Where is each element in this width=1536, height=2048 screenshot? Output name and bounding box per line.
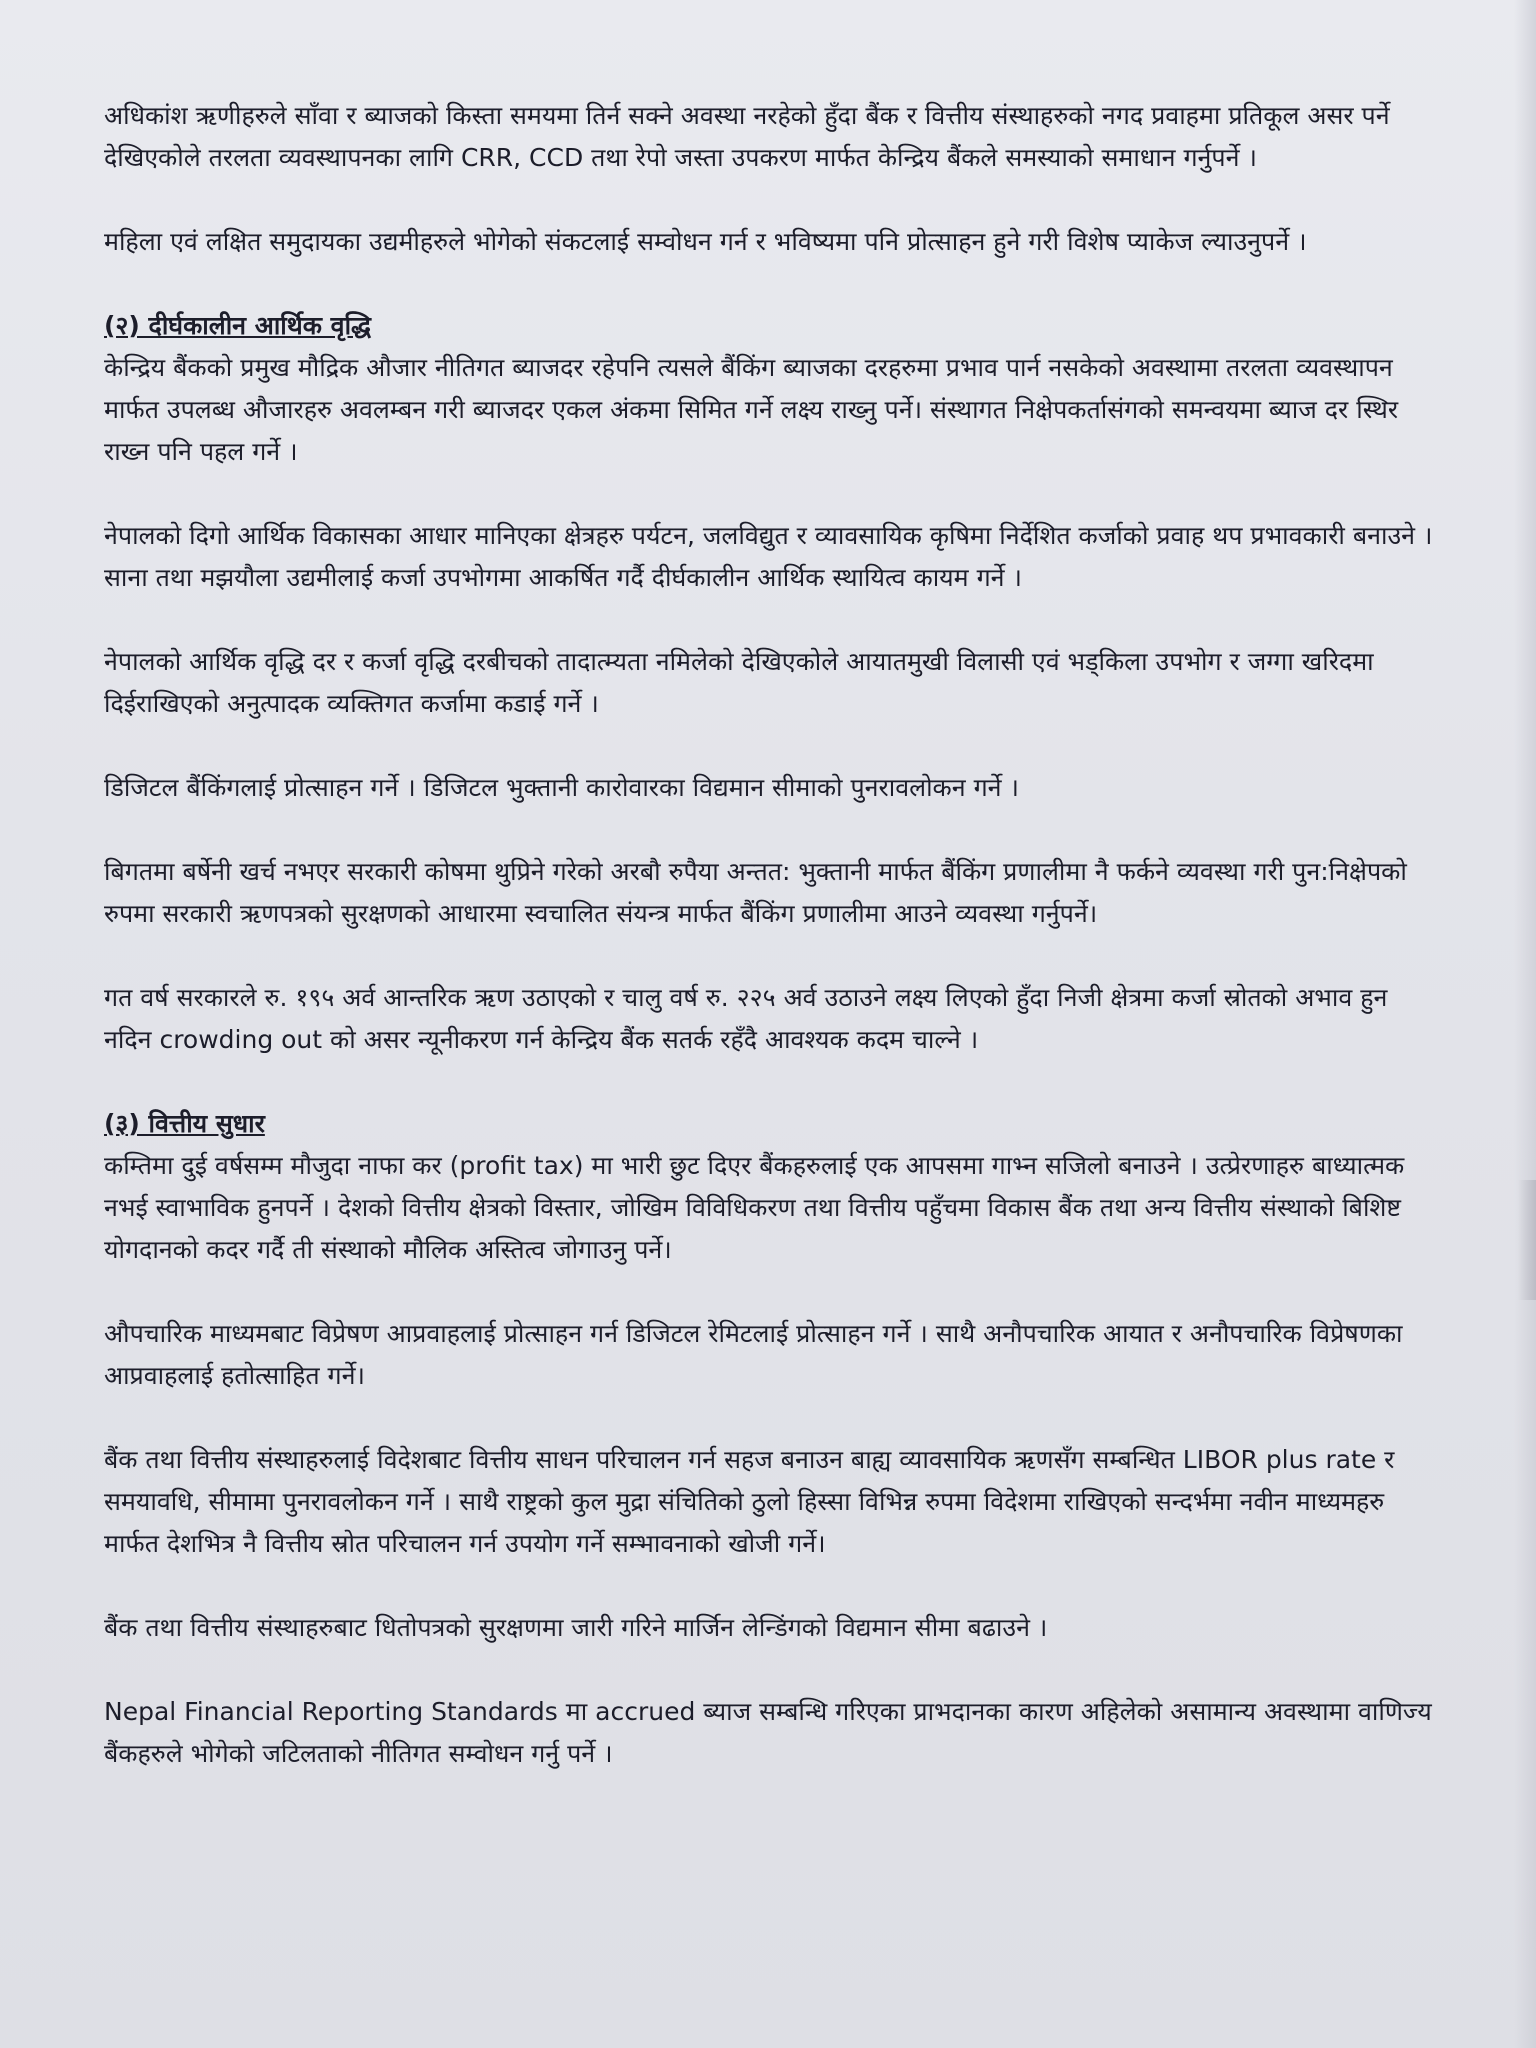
paragraph-sector-credit: नेपालको दिगो आर्थिक विकासका आधार मानिएका क्षेत्रहरु पर्यटन, जलविद्युत र व्यावसायिक कृषिमा निर्देशित कर्जाको प्रवाह थप प्रभावकारी बनाउने । साना तथा मझयौला उद्यमीलाई कर्जा उपभोगमा आकर्षित गर्दै दीर्घकालीन आर्थिक स्थायित्व कायम गर्ने ।	[104, 521, 1433, 592]
page-stack-shadow	[1518, 1180, 1536, 1300]
paragraph-credit-growth: नेपालको आर्थिक वृद्धि दर र कर्जा वृद्धि दरबीचको तादात्म्यता नमिलेको देखिएकोले आयातमुखी विलासी एवं भड्किला उपभोग र जग्गा खरिदमा दिईराखिएको अनुत्पादक व्यक्तिगत कर्जामा कडाई गर्ने ।	[104, 647, 1374, 718]
section-heading-financial-reform: (३) वित्तीय सुधार	[104, 1109, 265, 1138]
document-body	[104, 95, 1434, 1817]
paragraph-margin-lending: बैंक तथा वित्तीय संस्थाहरुबाट धितोपत्रको सुरक्षणमा जारी गरिने मार्जिन लेन्डिंगको विद्यमान सीमा बढाउने ।	[104, 1613, 1048, 1642]
paragraph-digital-banking: डिजिटल बैंकिंगलाई प्रोत्साहन गर्ने । डिजिटल भुक्तानी कारोवारका विद्यमान सीमाको पुनरावलोकन गर्ने ।	[104, 773, 1019, 802]
paragraph-crowding-out: गत वर्ष सरकारले रु. १९५ अर्व आन्तरिक ऋण उठाएको र चालु वर्ष रु. २२५ अर्व उठाउने लक्ष्य लिएको हुँदा निजी क्षेत्रमा कर्जा स्रोतको अभाव हुन नदिन crowding out को असर न्यूनीकरण गर्न केन्द्रिय बैंक सतर्क रहँदै आवश्यक कदम चाल्ने ।	[104, 983, 1388, 1054]
paragraph-women-entrepreneurs: महिला एवं लक्षित समुदायका उद्यमीहरुले भोगेको संकटलाई सम्वोधन गर्न र भविष्यमा पनि प्रोत्साहन हुने गरी विशेष प्याकेज ल्याउनुपर्ने ।	[104, 227, 1307, 256]
paragraph-interest-rate: केन्द्रिय बैंकको प्रमुख मौद्रिक औजार नीतिगत ब्याजदर रहेपनि त्यसले बैंकिंग ब्याजका दरहरुमा प्रभाव पार्न नसकेको अवस्थामा तरलता व्यवस्थापन मार्फत उपलब्ध औजारहरु अवलम्बन गरी ब्याजदर एकल अंकमा सिमित गर्ने लक्ष्य राख्नु पर्ने। संस्थागत निक्षेपकर्तासंगको समन्वयमा ब्याज दर स्थिर राख्न पनि पहल गर्ने ।	[104, 353, 1399, 466]
paragraph-remittance: औपचारिक माध्यमबाट विप्रेषण आप्रवाहलाई प्रोत्साहन गर्न डिजिटल रेमिटलाई प्रोत्साहन गर्ने । साथै अनौपचारिक आयात र अनौपचारिक विप्रेषणका आप्रवाहलाई हतोत्साहित गर्ने।	[104, 1319, 1403, 1390]
paragraph-government-funds: बिगतमा बर्षेनी खर्च नभएर सरकारी कोषमा थुप्रिने गरेको अरबौ रुपैया अन्तत: भुक्तानी मार्फत बैंकिंग प्रणालीमा नै फर्कने व्यवस्था गरी पुन:निक्षेपको रुपमा सरकारी ऋणपत्रको सुरक्षणको आधारमा स्वचालित संयन्त्र मार्फत बैंकिंग प्रणालीमा आउने व्यवस्था गर्नुपर्ने।	[104, 857, 1407, 928]
paragraph-nfrs: Nepal Financial Reporting Standards मा accrued ब्याज सम्बन्धि गरिएका प्राभदानका कारण अहिलेको असामान्य अवस्थामा वाणिज्य बैंकहरुले भोगेको जटिलताको नीतिगत सम्वोधन गर्नु पर्ने ।	[104, 1697, 1432, 1768]
paragraph-foreign-funds: बैंक तथा वित्तीय संस्थाहरुलाई विदेशबाट वित्तीय साधन परिचालन गर्न सहज बनाउन बाह्य व्यावसायिक ऋणसँग सम्बन्धित LIBOR plus rate र समयावधि, सीमामा पुनरावलोकन गर्ने । साथै राष्ट्रको कुल मुद्रा संचितिको ठुलो हिस्सा विभिन्न रुपमा विदेशमा राखिएको सन्दर्भमा नवीन माध्यमहरु मार्फत देशभित्र नै वित्तीय स्रोत परिचालन गर्न उपयोग गर्ने सम्भावनाको खोजी गर्ने।	[104, 1445, 1395, 1558]
page-edge	[1514, 0, 1536, 2048]
paragraph-liquidity: अधिकांश ऋणीहरुले साँवा र ब्याजको किस्ता समयमा तिर्न सक्ने अवस्था नरहेको हुँदा बैंक र वित्तीय संस्थाहरुको नगद प्रवाहमा प्रतिकूल असर पर्ने देखिएकोले तरलता व्यवस्थापनका लागि CRR, CCD तथा रेपो जस्ता उपकरण मार्फत केन्द्रिय बैंकले समस्याको समाधान गर्नुपर्ने ।	[104, 101, 1390, 172]
paragraph-merger-incentive: कम्तिमा दुई वर्षसम्म मौजुदा नाफा कर (profit tax) मा भारी छुट दिएर बैंकहरुलाई एक आपसमा गाभ्न सजिलो बनाउने । उत्प्रेरणाहरु बाध्यात्मक नभई स्वाभाविक हुनपर्ने । देशको वित्तीय क्षेत्रको विस्तार, जोखिम विविधिकरण तथा वित्तीय पहुँचमा विकास बैंक तथा अन्य वित्तीय संस्थाको बिशिष्ट योगदानको कदर गर्दै ती संस्थाको मौलिक अस्तित्व जोगाउनु पर्ने।	[104, 1151, 1405, 1264]
section-heading-long-term-growth: (२) दीर्घकालीन आर्थिक वृद्धि	[104, 311, 372, 340]
